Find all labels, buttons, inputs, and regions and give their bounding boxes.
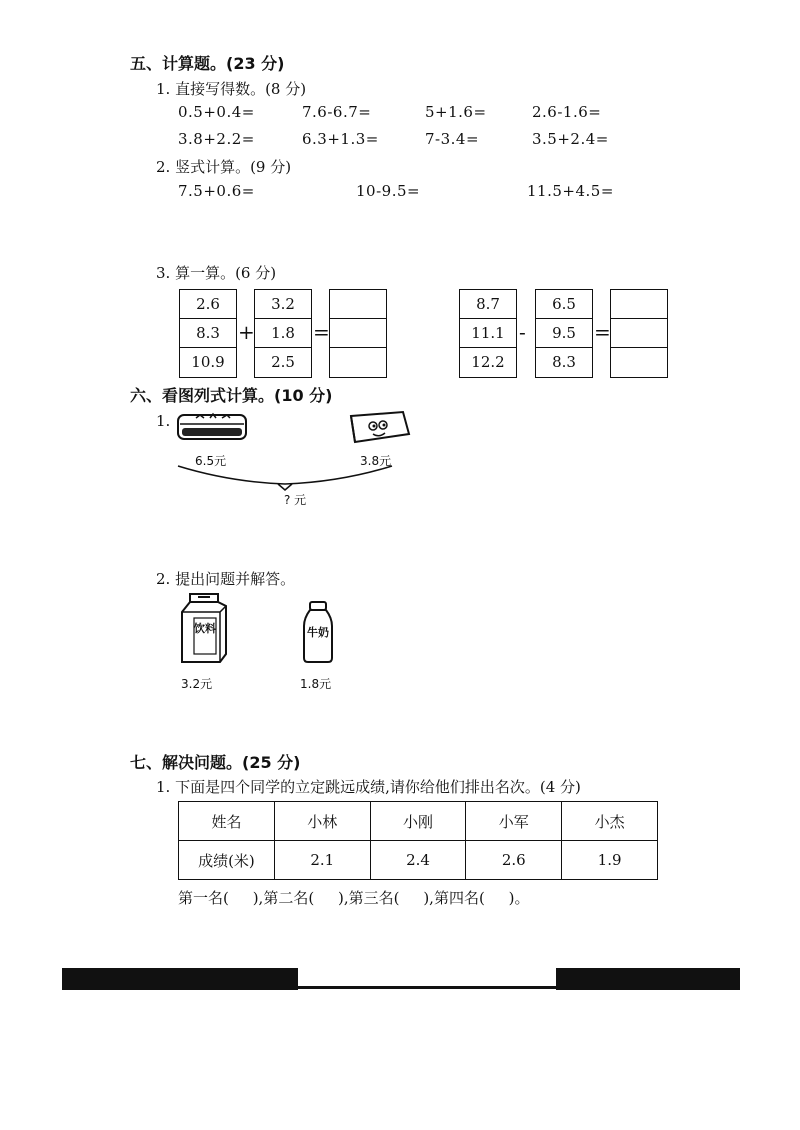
- answer-cell[interactable]: [611, 290, 667, 319]
- equation: 7-3.4=: [425, 130, 480, 148]
- section-6-title: 六、看图列式计算。(10 分): [130, 386, 333, 405]
- q7-1-title: 1. 下面是四个同学的立定跳远成绩,请你给他们排出名次。(4 分): [156, 778, 581, 796]
- pencil-case-icon: [176, 410, 248, 442]
- q6-1-number: 1.: [156, 412, 171, 430]
- milk-bottle-icon: [300, 600, 336, 664]
- q6-2-title: 2. 提出问题并解答。: [156, 570, 296, 588]
- unknown-total: ? 元: [284, 493, 307, 507]
- section-7-title: 七、解决问题。(25 分): [130, 753, 301, 772]
- number-cell: 8.3: [552, 353, 576, 371]
- equals-operator: =: [313, 320, 330, 344]
- number-cell: 2.6: [180, 290, 236, 319]
- number-cell: 9.5: [536, 319, 592, 348]
- number-cell: 1.8: [255, 319, 311, 348]
- equation: 5+1.6=: [425, 103, 487, 121]
- number-column: [179, 289, 237, 378]
- eraser-icon: [343, 410, 411, 444]
- table-cell: 小杰: [562, 802, 658, 841]
- footer-rule: [298, 986, 556, 989]
- q5-1-title: 1. 直接写得数。(8 分): [156, 80, 307, 98]
- score-table: [178, 801, 658, 880]
- number-column: [459, 289, 517, 378]
- answer-cell[interactable]: [330, 319, 386, 348]
- number-cell: 11.1: [460, 319, 516, 348]
- price-label: 1.8元: [300, 677, 332, 691]
- number-cell: 8.7: [460, 290, 516, 319]
- juice-carton-icon: [180, 592, 228, 666]
- milk-label: 牛奶: [307, 626, 329, 639]
- section-5-title: 五、计算题。(23 分): [130, 54, 285, 73]
- total-brace: [170, 462, 400, 492]
- price-label: 3.8元: [360, 454, 392, 468]
- table-cell: 2.4: [370, 841, 466, 880]
- answer-column[interactable]: [610, 289, 668, 378]
- number-cell: 3.2: [255, 290, 311, 319]
- minus-operator: -: [519, 320, 526, 344]
- number-column: [535, 289, 593, 378]
- equation: 7.6-6.7=: [302, 103, 372, 121]
- equation: 3.5+2.4=: [532, 130, 609, 148]
- answer-cell[interactable]: [330, 348, 386, 377]
- footer-bar-right: [556, 968, 740, 990]
- number-cell: 6.5: [536, 290, 592, 319]
- number-column: [254, 289, 312, 378]
- q5-2-title: 2. 竖式计算。(9 分): [156, 158, 292, 176]
- ranking-answer-line[interactable]: 第一名( ),第二名( ),第三名( ),第四名( )。: [178, 889, 530, 907]
- equation: 6.3+1.3=: [302, 130, 379, 148]
- table-cell: 小林: [274, 802, 370, 841]
- price-label: 3.2元: [181, 677, 213, 691]
- equals-operator: =: [594, 320, 611, 344]
- table-row: [179, 841, 658, 880]
- table-row: [179, 802, 658, 841]
- table-cell: 小刚: [370, 802, 466, 841]
- number-cell: 2.5: [271, 353, 295, 371]
- equation: 7.5+0.6=: [178, 182, 255, 200]
- plus-operator: +: [238, 320, 255, 344]
- answer-cell[interactable]: [330, 290, 386, 319]
- number-cell: 12.2: [471, 353, 505, 371]
- table-cell: 1.9: [562, 841, 658, 880]
- number-cell: 10.9: [191, 353, 225, 371]
- answer-cell[interactable]: [611, 319, 667, 348]
- equation: 2.6-1.6=: [532, 103, 602, 121]
- price-label: 6.5元: [195, 454, 227, 468]
- equation: 10-9.5=: [356, 182, 421, 200]
- table-cell: 成绩(米): [179, 841, 275, 880]
- equation: 3.8+2.2=: [178, 130, 255, 148]
- table-cell: 2.6: [466, 841, 562, 880]
- footer-bar-left: [62, 968, 298, 990]
- number-cell: 8.3: [180, 319, 236, 348]
- answer-column[interactable]: [329, 289, 387, 378]
- answer-cell[interactable]: [611, 348, 667, 377]
- juice-label-top: 饮料: [194, 622, 216, 635]
- table-cell: 小军: [466, 802, 562, 841]
- table-cell: 2.1: [274, 841, 370, 880]
- equation: 0.5+0.4=: [178, 103, 255, 121]
- equation: 11.5+4.5=: [527, 182, 614, 200]
- table-cell: 姓名: [179, 802, 275, 841]
- q5-3-title: 3. 算一算。(6 分): [156, 264, 277, 282]
